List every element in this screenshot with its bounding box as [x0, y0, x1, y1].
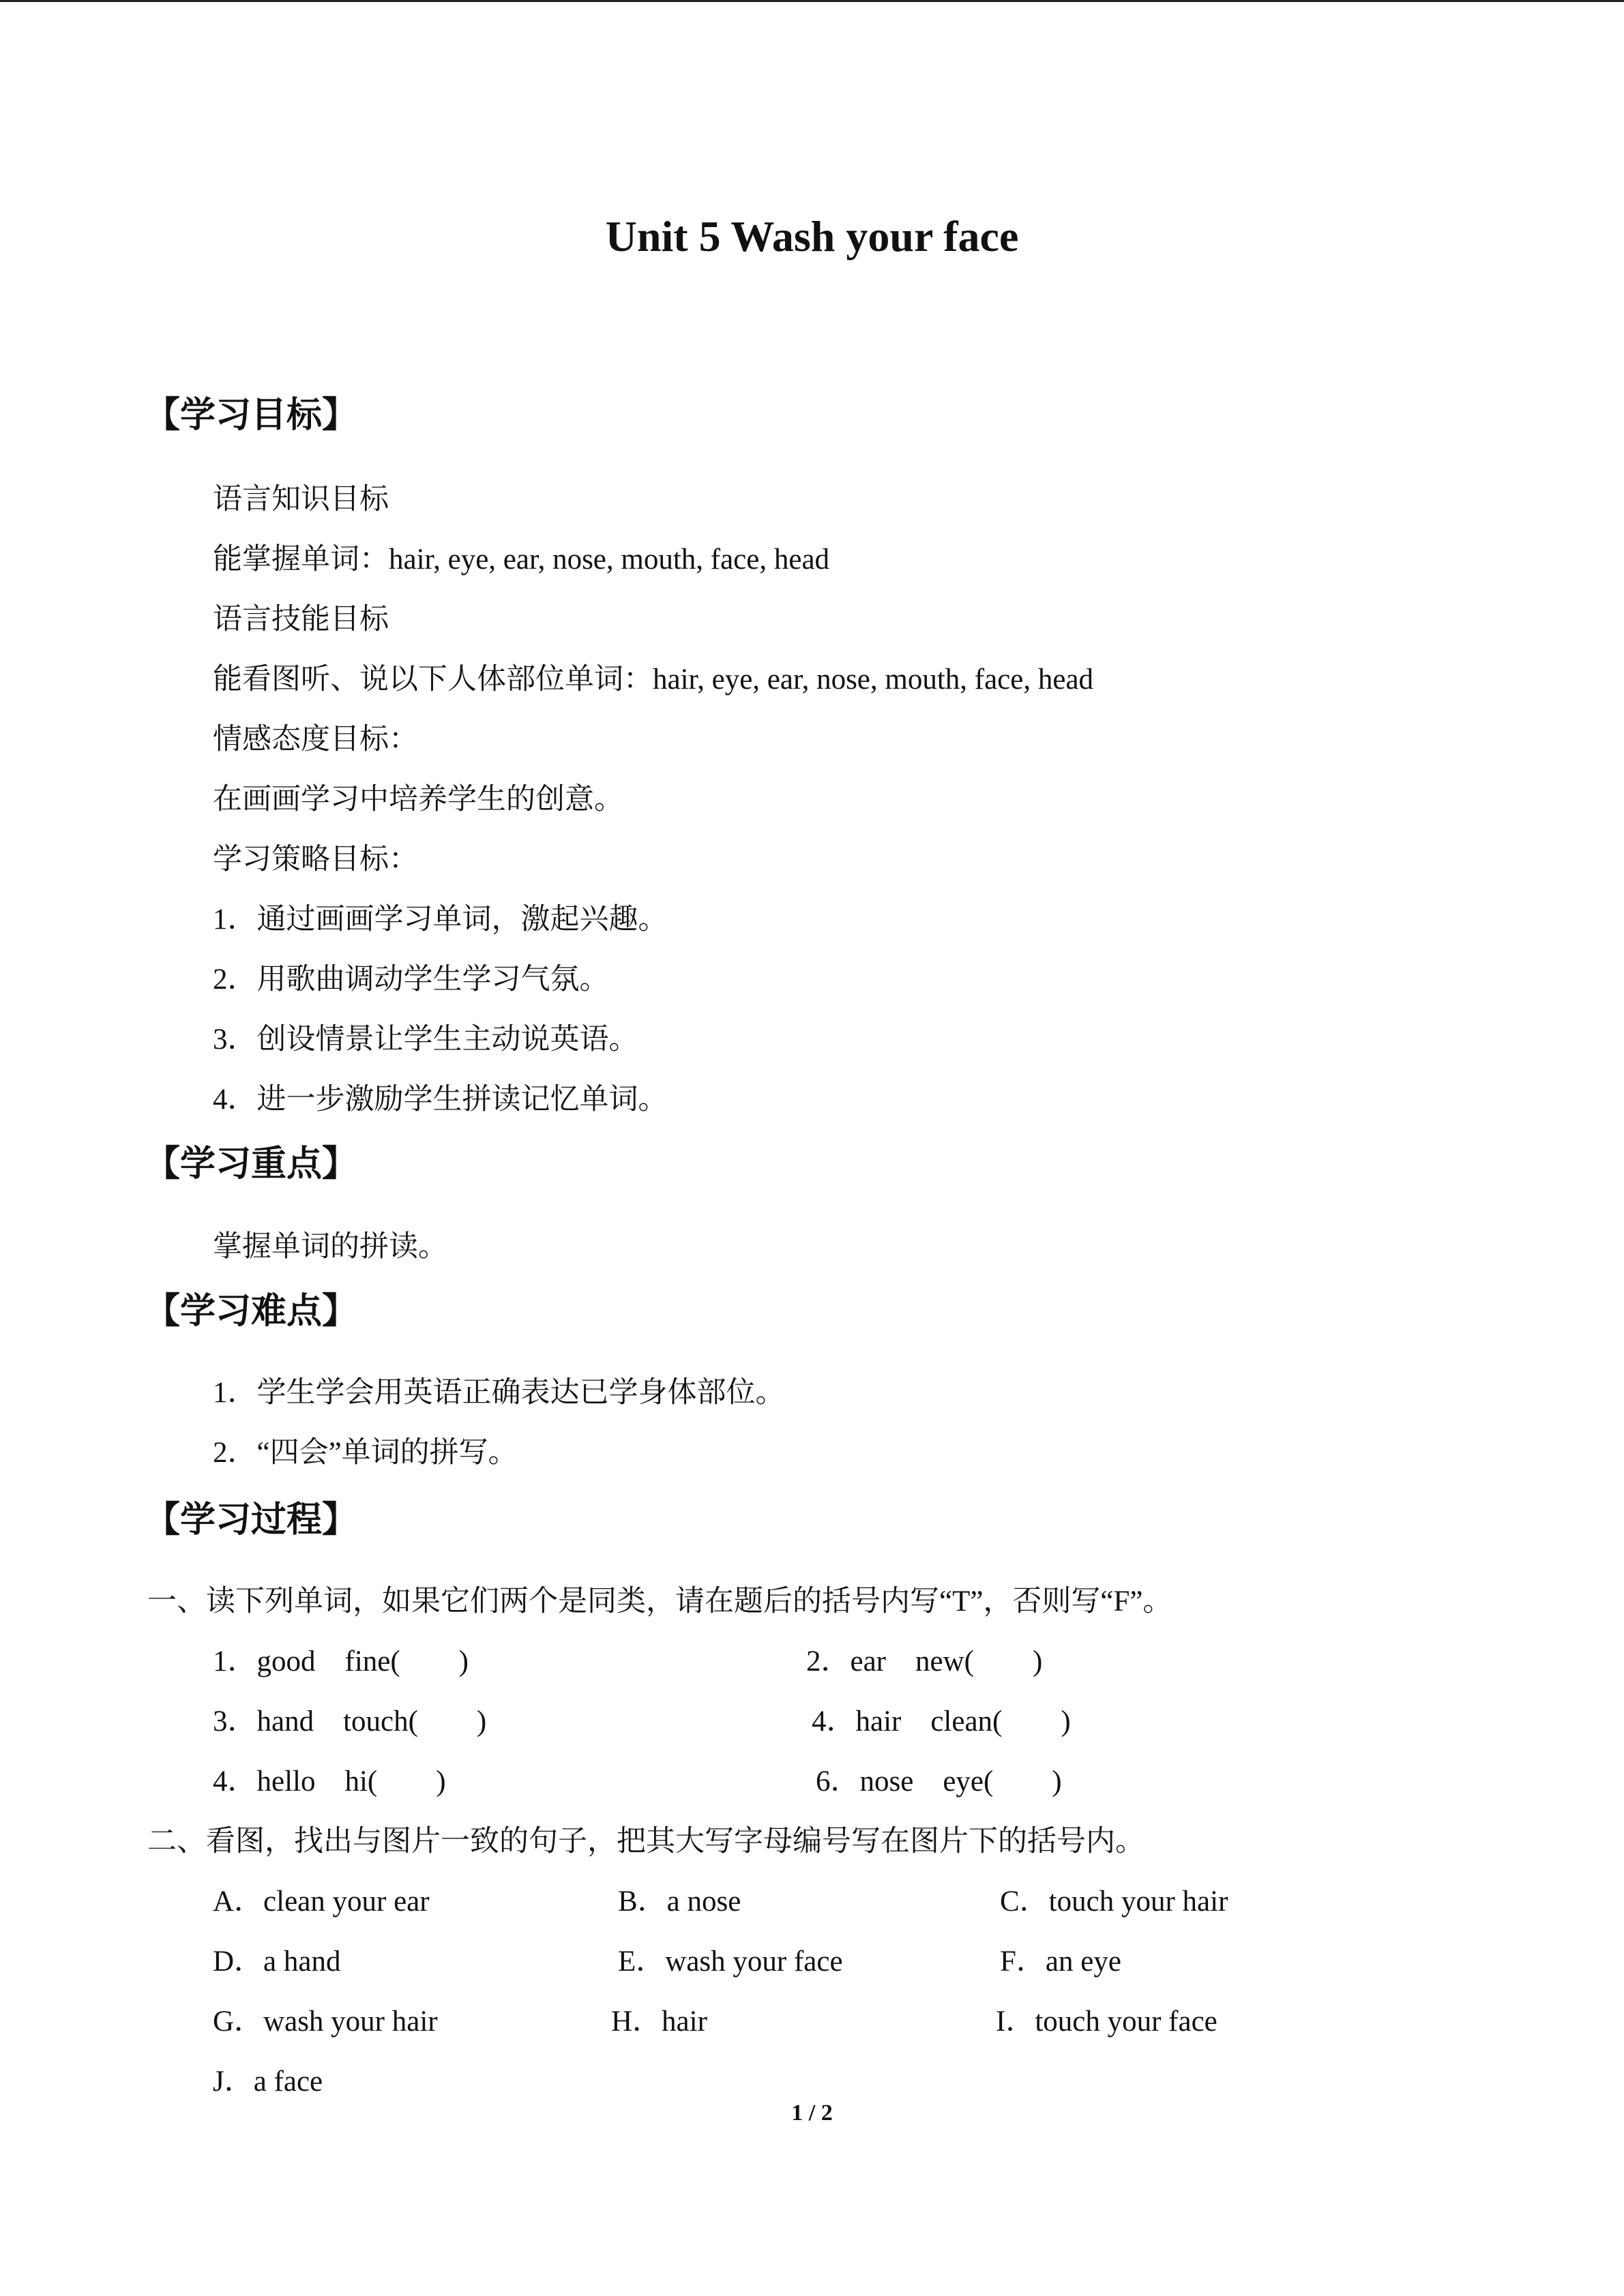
q2-option: E．wash your face: [618, 1945, 843, 1978]
q2-option: C．touch your hair: [1000, 1885, 1228, 1918]
heading-learning-goals: 【学习目标】: [145, 395, 358, 436]
text-line: 能看图听、说以下人体部位单词：hair, eye, ear, nose, mouth, face, head: [213, 664, 1094, 696]
heading-process: 【学习过程】: [145, 1500, 358, 1540]
q1-item: 2．ear new( ): [806, 1645, 1043, 1678]
q1-item: 6．nose eye( ): [816, 1765, 1062, 1798]
text-line: 4．进一步激励学生拼读记忆单词。: [213, 1084, 668, 1116]
text-line: 学习策略目标：: [213, 844, 418, 876]
q2-option: H．hair: [611, 2006, 707, 2038]
q1-item: 4．hello hi( ): [213, 1765, 446, 1798]
q2-option: D．a hand: [213, 1945, 341, 1978]
text-line: 1．通过画画学习单词，激起兴趣。: [213, 904, 668, 936]
text-line: 在画画学习中培养学生的创意。: [213, 784, 623, 816]
text-line: 情感态度目标：: [213, 724, 418, 756]
text-line: 1．学生学会用英语正确表达已学身体部位。: [213, 1377, 785, 1409]
question-1-prompt: 一、读下列单词，如果它们两个是同类，请在题后的括号内写“T”，否则写“F”。: [147, 1585, 1172, 1617]
q1-item: 3．hand touch( ): [213, 1705, 487, 1738]
page-number: 1 / 2: [791, 2100, 833, 2126]
q2-option: B．a nose: [618, 1885, 741, 1918]
text-line: 语言知识目标: [213, 483, 389, 516]
top-border: [0, 0, 1624, 2]
text-line: 掌握单词的拼读。: [213, 1231, 447, 1263]
q2-option: I．touch your face: [996, 2006, 1217, 2038]
text-line: 语言技能目标: [213, 603, 389, 636]
q2-option: A．clean your ear: [213, 1885, 430, 1918]
heading-key-points: 【学习重点】: [145, 1144, 358, 1184]
q2-option: F．an eye: [1000, 1945, 1121, 1978]
text-line: 2．用歌曲调动学生学习气氛。: [213, 964, 609, 996]
text-line: 3．创设情景让学生主动说英语。: [213, 1024, 638, 1056]
q1-item: 1．good fine( ): [213, 1645, 469, 1678]
heading-difficulties: 【学习难点】: [145, 1291, 358, 1332]
text-line: 能掌握单词：hair, eye, ear, nose, mouth, face, head: [213, 543, 830, 576]
q1-item: 4．hair clean( ): [812, 1705, 1071, 1738]
text-line: 2．“四会”单词的拼写。: [213, 1437, 518, 1469]
question-2-prompt: 二、看图，找出与图片一致的句子，把其大写字母编号写在图片下的括号内。: [147, 1825, 1145, 1858]
q2-option: J．a face: [213, 2066, 323, 2098]
page-title: Unit 5 Wash your face: [605, 212, 1019, 260]
q2-option: G．wash your hair: [213, 2006, 438, 2038]
